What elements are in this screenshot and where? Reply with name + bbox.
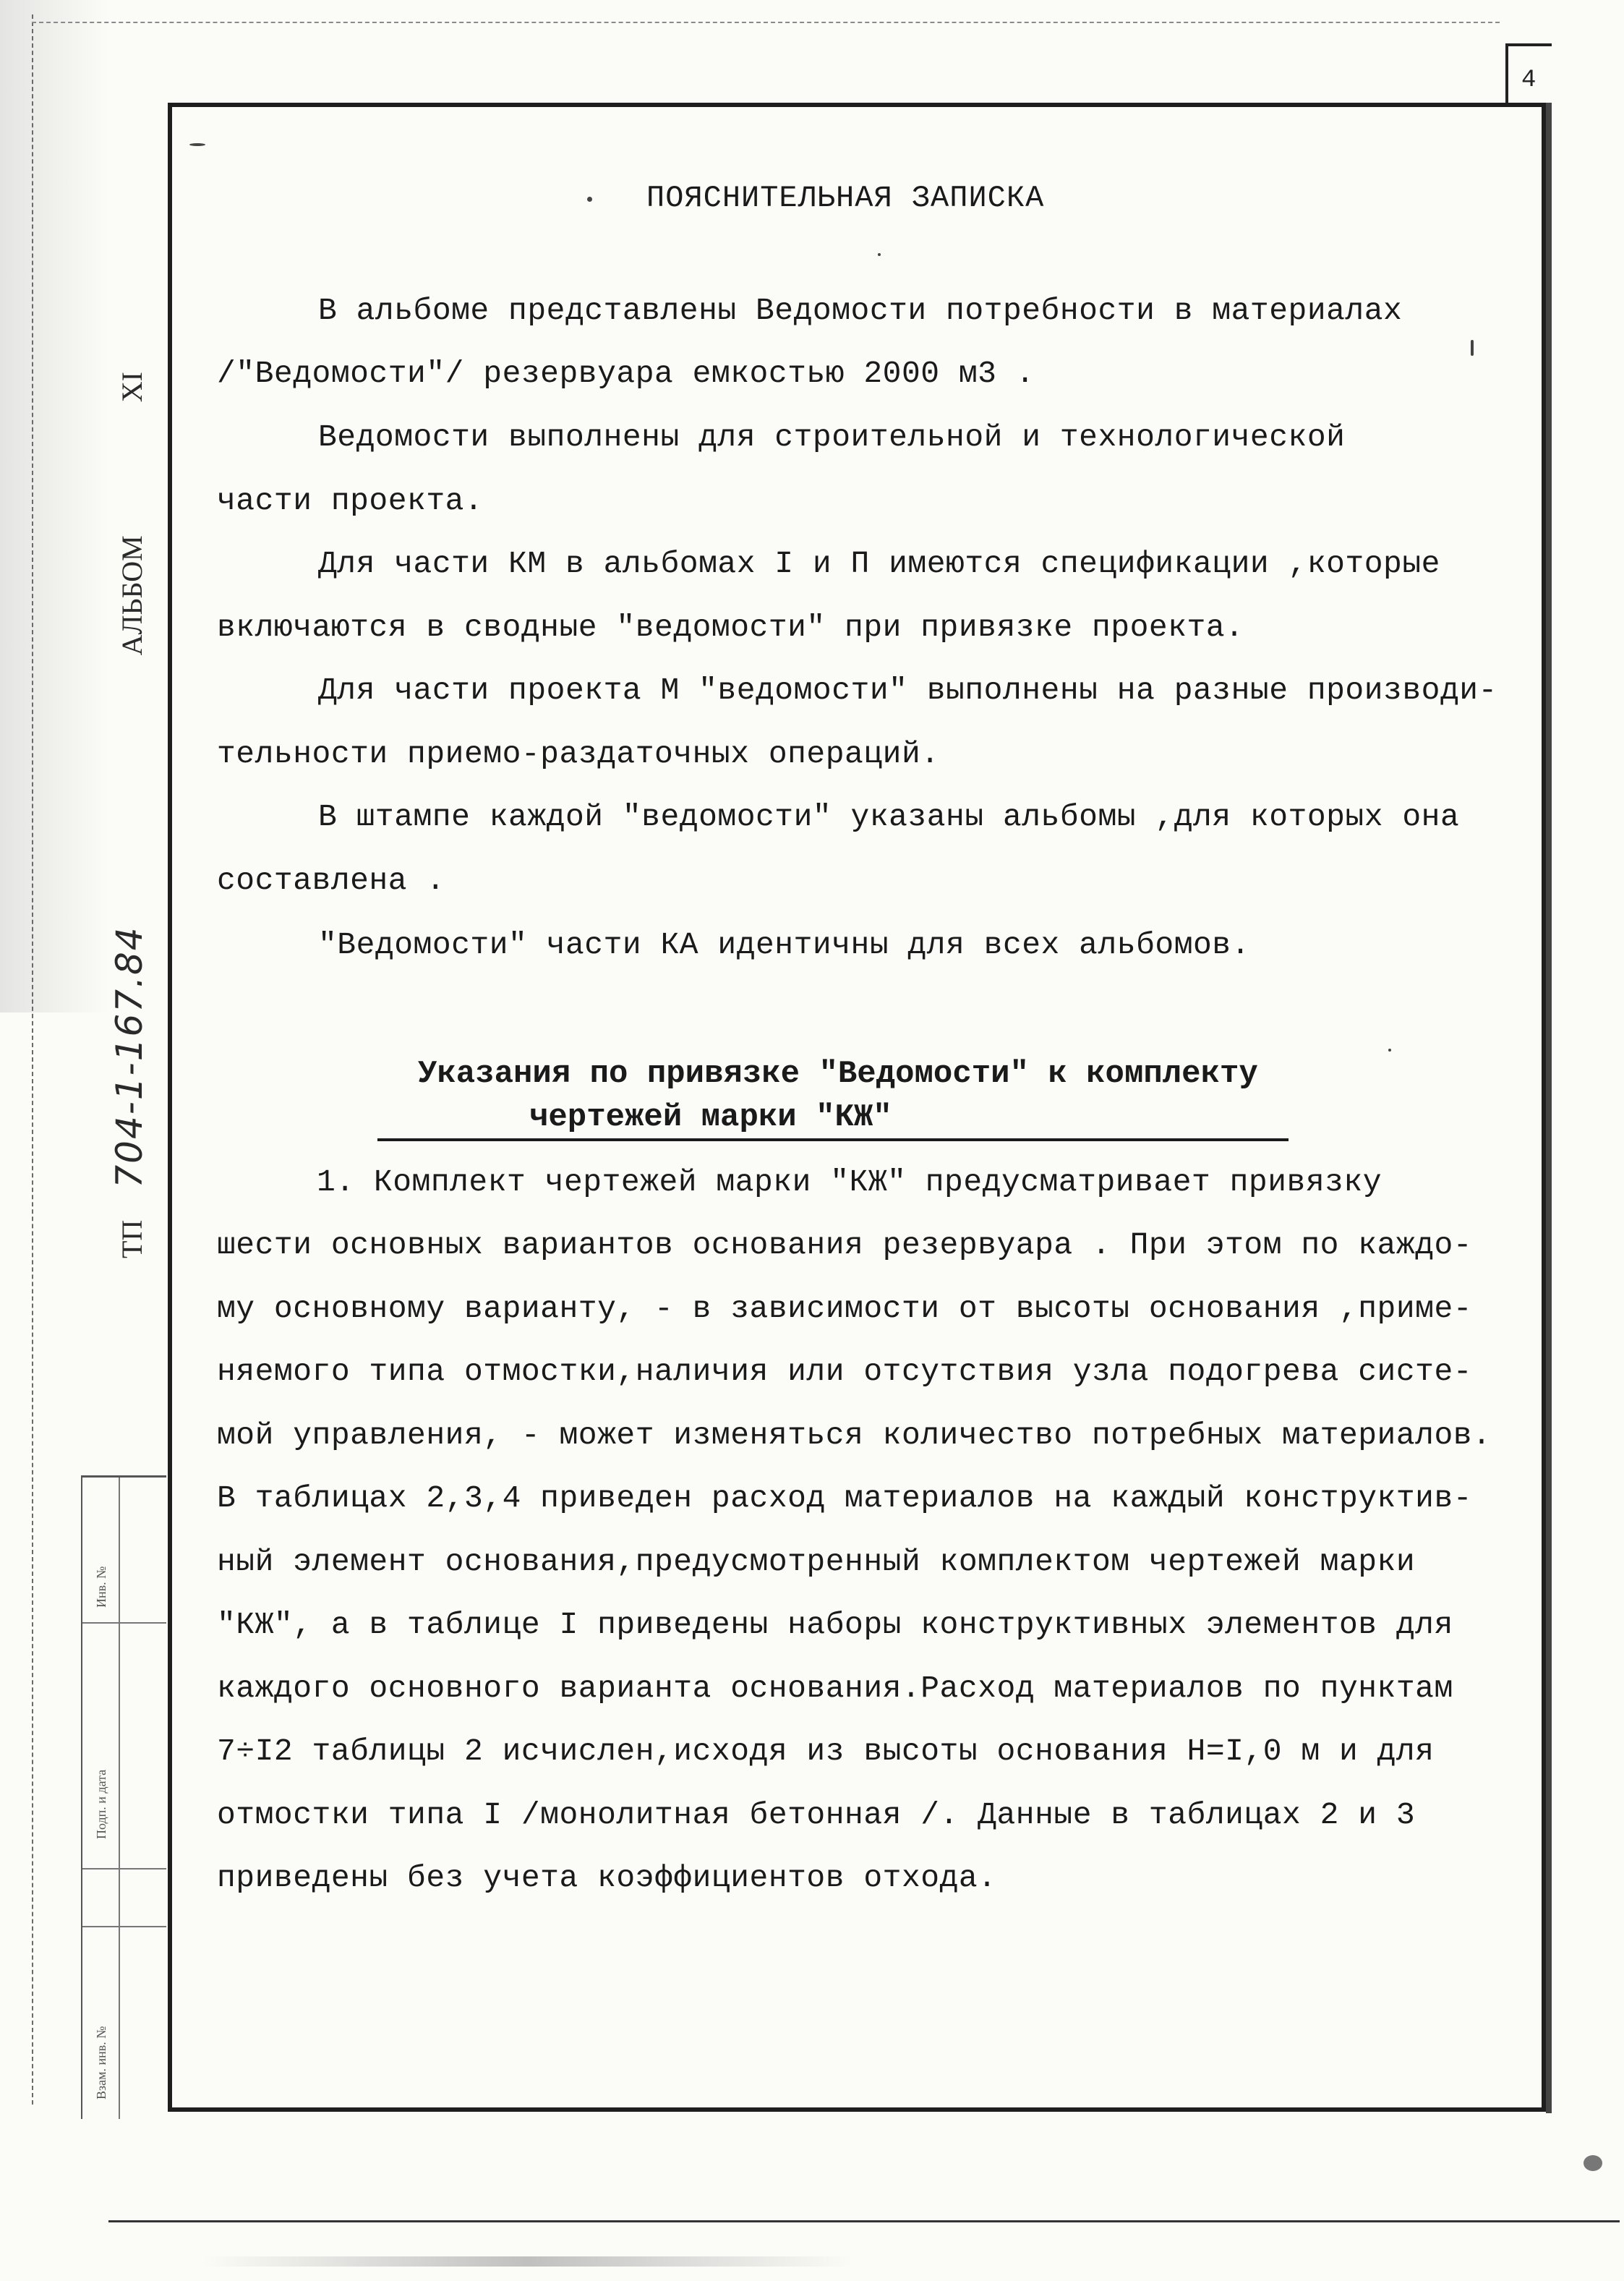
scan-noise: [0, 0, 108, 1012]
side-stamp-album-number: XI: [116, 372, 148, 403]
scan-speck: [878, 253, 881, 256]
scan-speck: [1388, 1049, 1391, 1052]
outer-frame-bottom: [108, 2220, 1620, 2222]
intro-line: "Ведомости" части КА идентичны для всех альбомов.: [318, 927, 1250, 963]
body-line: 7÷I2 таблицы 2 исчислен,исходя из высоты основания Н=I,0 м и для: [217, 1734, 1435, 1769]
intro-line: В штампе каждой "ведомости" указаны альбомы ,для которых она: [318, 799, 1460, 835]
section-heading-line1: Указания по привязке "Ведомости" к комплекту: [418, 1056, 1258, 1092]
registration-strip-row-line: [82, 1868, 166, 1869]
section-heading-line2: чертежей марки "КЖ": [529, 1099, 892, 1135]
body-line: отмостки типа I /монолитная бетонная /. Данные в таблицах 2 и 3: [217, 1797, 1416, 1833]
intro-line: Для части КМ в альбомах I и П имеются спецификации ,которые: [318, 546, 1440, 581]
registration-strip-row-line: [82, 1622, 166, 1624]
body-line: мой управления, - может изменяться количество потребных материалов.: [217, 1417, 1492, 1453]
registration-strip: [81, 1475, 166, 2119]
intro-line: Для части проекта М "ведомости" выполнены на разные производи-: [318, 673, 1497, 708]
registration-cell: Подп. и дата: [94, 1769, 108, 1839]
side-stamp-code: ТП: [116, 1219, 148, 1258]
body-line: "КЖ", а в таблице I приведены наборы конструктивных элементов для: [217, 1607, 1453, 1642]
intro-line: /"Ведомости"/ резервуара емкостью 2000 м3 .: [217, 356, 1035, 391]
side-stamp-number: 704-1-167.84: [108, 926, 150, 1188]
body-line: му основному варианту, - в зависимости от высоты основания ,приме-: [217, 1291, 1473, 1326]
registration-strip-row-line: [82, 1926, 166, 1927]
registration-cell: Взам. инв. №: [94, 2026, 108, 2099]
registration-strip-divider: [119, 1478, 120, 2119]
body-line: 1. Комплект чертежей марки "КЖ" предусматривает привязку: [317, 1164, 1382, 1200]
body-line: ный элемент основания,предусмотренный комплектом чертежей марки: [217, 1544, 1416, 1579]
section-heading-underline: [377, 1138, 1288, 1141]
intro-line: части проекта.: [217, 483, 484, 519]
intro-line: тельности приемо-раздаточных операций.: [217, 736, 940, 772]
intro-line: составлена .: [217, 863, 445, 898]
intro-line: Ведомости выполнены для строительной и технологической: [318, 419, 1346, 455]
intro-line: включаются в сводные "ведомости" при привязке проекта.: [217, 610, 1244, 645]
inner-frame-right-edge: [1546, 103, 1552, 2113]
sheet-number: 4: [1521, 67, 1537, 94]
outer-frame-left: [32, 14, 33, 2105]
outer-frame-top: [32, 22, 1500, 23]
page-title: ПОЯСНИТЕЛЬНАЯ ЗАПИСКА: [646, 181, 1045, 216]
scan-noise-bottom: [202, 2256, 853, 2267]
body-line: шести основных вариантов основания резервуара . При этом по каждо-: [217, 1227, 1473, 1263]
intro-line: В альбоме представлены Ведомости потребности в материалах: [318, 293, 1403, 328]
body-line: В таблицах 2,3,4 приведен расход материалов на каждый конструктив-: [217, 1480, 1473, 1516]
body-line: приведены без учета коэффициентов отхода.: [217, 1860, 997, 1896]
registration-cell: Инв. №: [94, 1566, 108, 1608]
side-stamp-album-label: АЛЬБОМ: [116, 535, 148, 656]
body-line: няемого типа отмостки,наличия или отсутствия узла подогрева систе-: [217, 1354, 1473, 1389]
scan-speck: [1584, 2155, 1602, 2171]
side-stamp: [108, 372, 150, 1258]
body-line: каждого основного варианта основания.Расход материалов по пунктам: [217, 1671, 1453, 1706]
scan-speck: [1471, 340, 1474, 356]
scan-speck: [587, 197, 592, 202]
scan-speck: [189, 143, 205, 146]
